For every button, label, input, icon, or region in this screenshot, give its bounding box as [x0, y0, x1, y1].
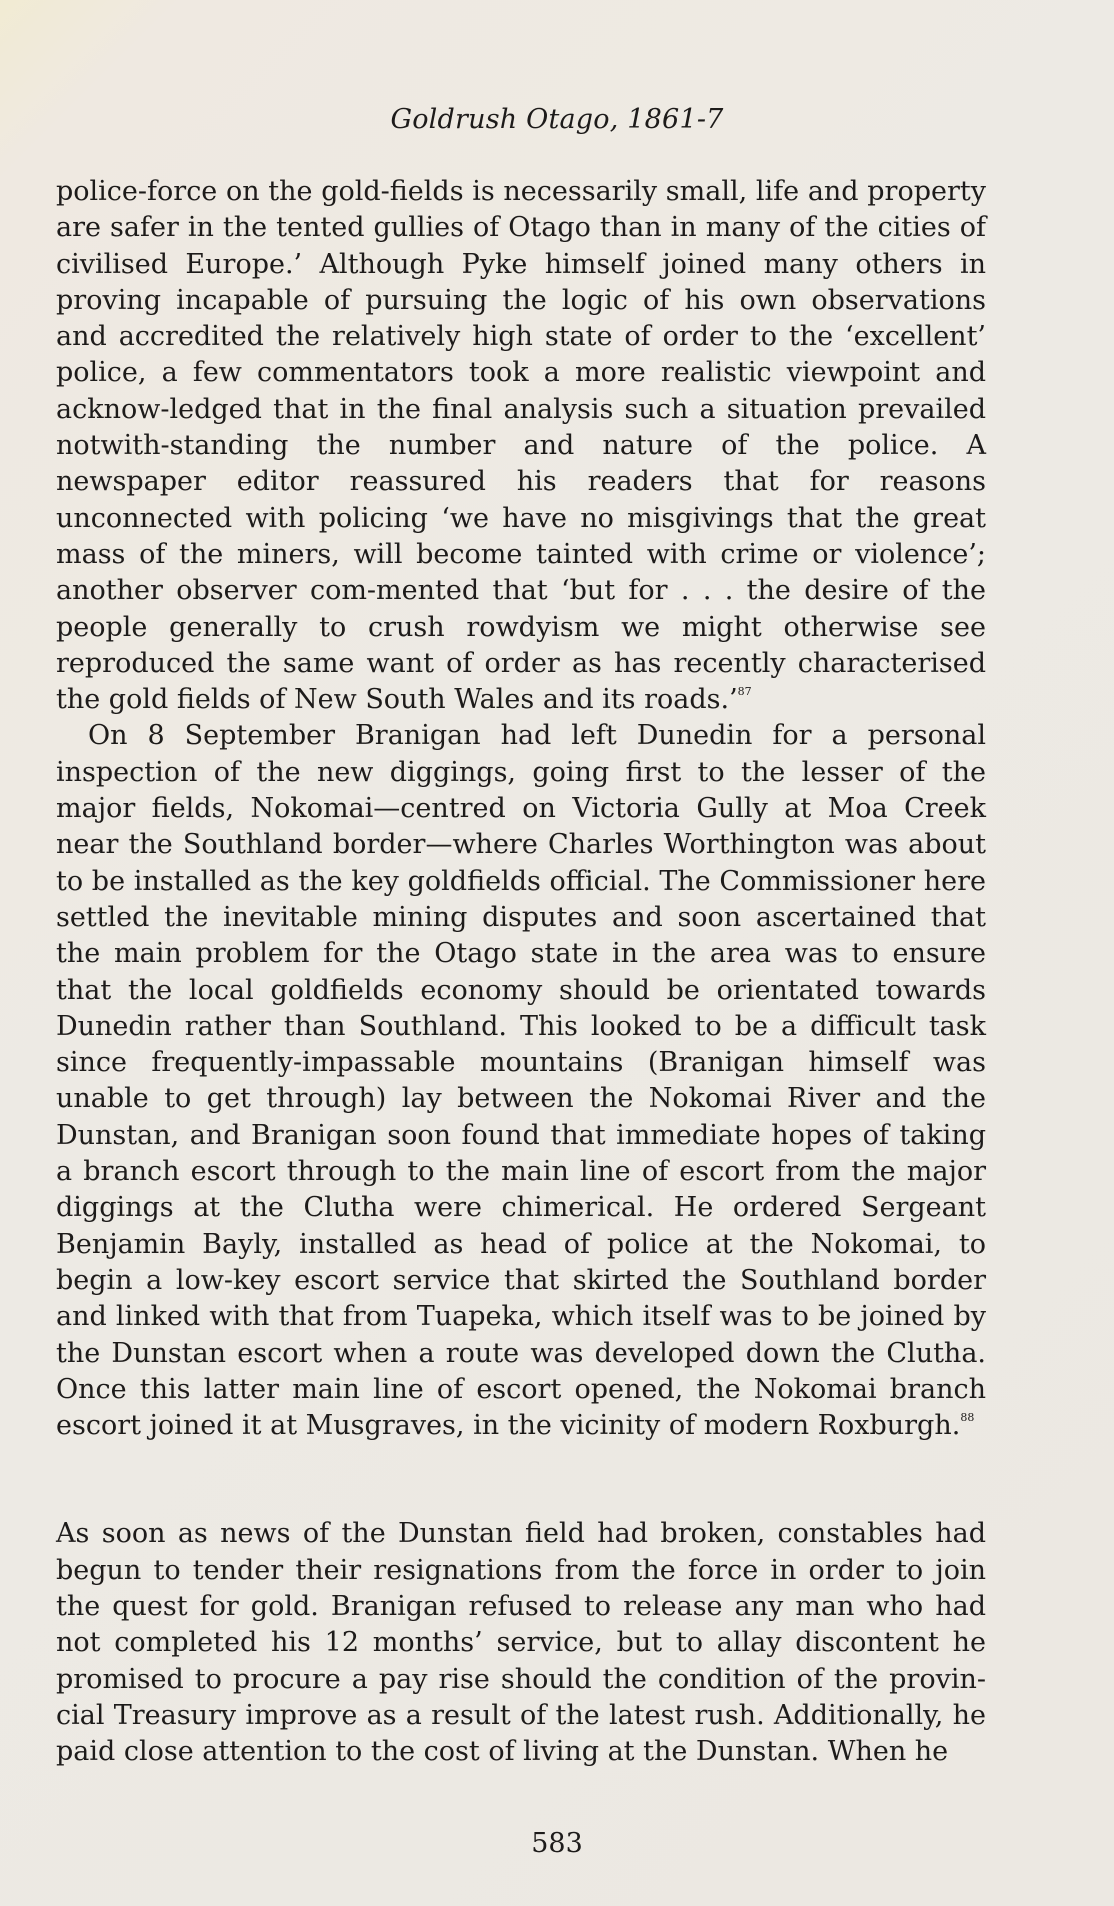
page-number: 583 — [531, 1828, 583, 1859]
paragraph-3-text: As soon as news of the Dunstan field had broken, constables had begun to tender their resignations from the force in order to join the quest for gold. Branigan refused to release any man who had not completed his 12 months’ service, but to allay discontent he promised to procure a pay rise should the condition of the provin-cial Treasury improve as a result of the latest rush. Additionally, he paid close attention to the cost of living at the Dunstan. When he — [56, 1518, 986, 1768]
section-break — [56, 1444, 986, 1516]
paragraph-1-text: police-force on the gold-fields is necessarily small, life and property are safer in the tented gullies of Otago than in many of the cities of civilised Europe.’ Although Pyke himself joined many others in proving incapable of pursuing the logic of his own observations and accredited the relatively high state of order to the ‘excellent’ police, a few commentators took a more realistic viewpoint and acknow-ledged that in the final analysis such a situation prevailed notwith-standing the number and nature of the police. A newspaper editor reassured his readers that for reasons unconnected with policing ‘we have no misgivings that the great mass of the miners, will become tainted with crime or violence’; another observer com-mented that ‘but for . . . the desire of the people generally to crush rowdyism we might otherwise see reproduced the same want of order as has recently characterised the gold fields of New South Wales and its roads.’ — [56, 176, 986, 716]
running-head-title: Goldrush Otago, 1861-7 — [390, 104, 724, 135]
paragraph-2 — [56, 718, 986, 1444]
footnote-ref-88: 88 — [960, 1411, 975, 1425]
paragraph-1 — [56, 174, 986, 718]
paragraph-2-text: On 8 September Branigan had left Dunedin for a personal inspection of the new diggings, going first to the lesser of the major fields, Nokomai—centred on Victoria Gully at Moa Creek near the Southland border—where Charles Worthington was about to be installed as the key goldfields official. The Commissioner here settled the inevitable mining disputes and soon ascertained that the main problem for the Otago state in the area was to ensure that the local goldfields economy should be orientated towards Dunedin rather than Southland. This looked to be a difficult task since frequently-impassable mountains (Branigan himself was unable to get through) lay between the Nokomai River and the Dunstan, and Branigan soon found that immediate hopes of taking a branch escort through to the main line of escort from the major diggings at the Clutha were chimerical. He ordered Sergeant Benjamin Bayly, installed as head of police at the Nokomai, to begin a low-key escort service that skirted the Southland border and linked with that from Tuapeka, which itself was to be joined by the Dunstan escort when a route was developed down the Clutha. Once this latter main line of escort opened, the Nokomai branch escort joined it at Musgraves, in the vicinity of modern Roxburgh. — [56, 720, 986, 1442]
body-text — [56, 174, 986, 1770]
paragraph-3 — [56, 1516, 986, 1770]
footnote-ref-87: 87 — [737, 685, 752, 699]
